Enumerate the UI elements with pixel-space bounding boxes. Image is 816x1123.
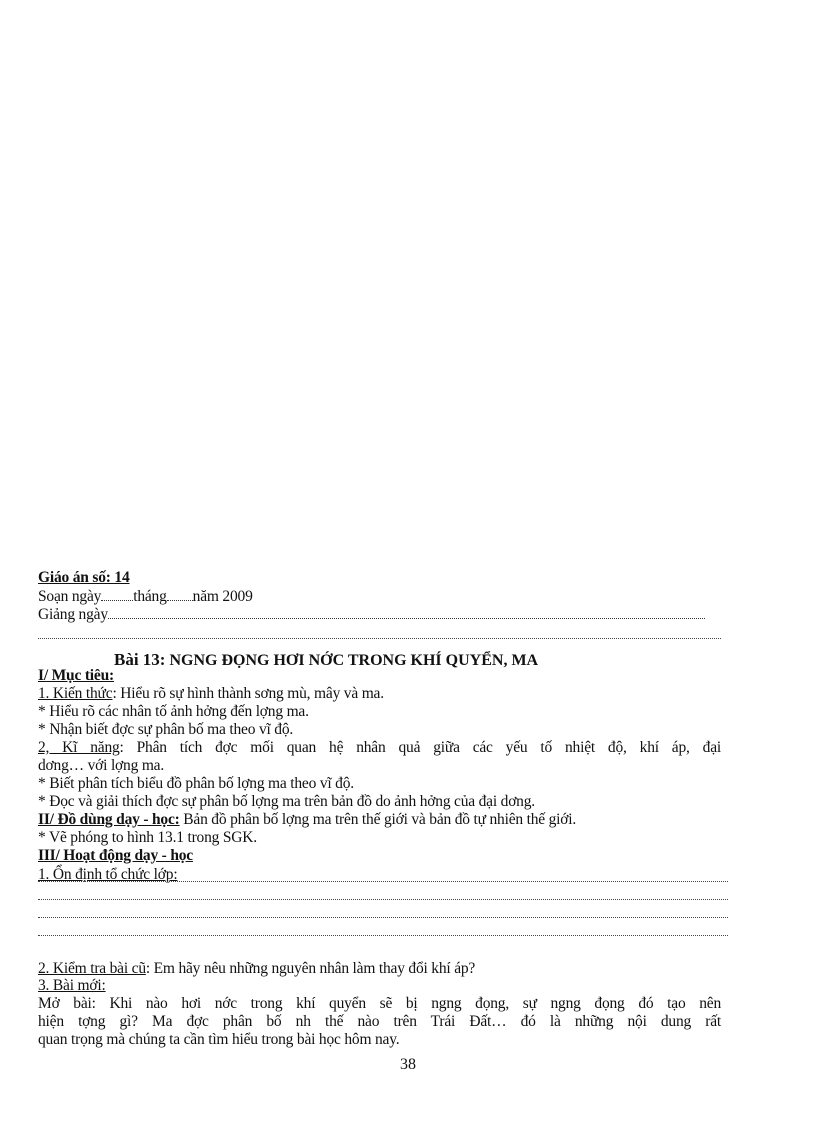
skill-label: 2, Kĩ năng <box>38 739 120 756</box>
taught-date-line <box>38 606 705 624</box>
lesson-plan-number: Giáo án số: 14 <box>38 569 130 586</box>
skill-item: * Biết phân tích biểu đồ phân bố lợng ma theo vĩ độ. <box>38 775 354 792</box>
materials-heading: II/ Đồ dùng dạy - học: <box>38 811 180 828</box>
intro-paragraph-line: quan trọng mà chúng ta cần tìm hiểu trong bài học hôm nay. <box>38 1031 400 1048</box>
prepared-date-line <box>38 588 253 606</box>
lesson-title-text: NGNG ĐỌNG HƠI NỚC TRONG KHÍ QUYỂN, MA <box>169 652 539 669</box>
page-number: 38 <box>400 1056 416 1073</box>
dotted-rule <box>38 899 728 900</box>
lesson-label: Bài 13: <box>114 650 166 669</box>
intro-paragraph-line: hiện tợng gì? Ma đợc phân bố nh thế nào trên Trái Đất… đó là những nội dung rất <box>38 1013 721 1030</box>
knowledge-text: : Hiểu rõ sự hình thành sơng mù, mây và ma. <box>112 685 384 702</box>
step-review-label: 2. Kiểm tra bài cũ <box>38 960 146 977</box>
dotted-rule <box>38 935 728 936</box>
skill-line <box>38 739 721 757</box>
knowledge-item: * Nhận biết đợc sự phân bố ma theo vĩ độ. <box>38 721 294 738</box>
intro-paragraph-line: Mở bài: Khi nào hơi nớc trong khí quyển sẽ bị ngng đọng, sự ngng đọng đó tạo nên <box>38 995 721 1012</box>
materials-text: Bản đồ phân bố lợng ma trên thế giới và bản đồ tự nhiên thế giới. <box>179 811 577 828</box>
dotted-rule <box>38 638 721 639</box>
prepared-prefix: Soạn ngày <box>38 588 102 605</box>
skill-line-continued: dơng… với lợng ma. <box>38 757 165 774</box>
prepared-year: năm 2009 <box>192 588 253 605</box>
step-organize-class: 1. Ổn định tổ chức lớp: <box>38 866 178 883</box>
month-blank <box>167 588 193 601</box>
activities-heading: III/ Hoạt động dạy - học <box>38 847 193 864</box>
step-review-line <box>38 960 475 978</box>
prepared-month: tháng <box>133 588 167 605</box>
knowledge-label: 1. Kiến thức <box>38 685 113 702</box>
lesson-title <box>114 650 538 670</box>
day-blank <box>101 588 133 601</box>
taught-label: Giảng ngày <box>38 606 108 623</box>
objectives-heading: I/ Mục tiêu: <box>38 667 114 684</box>
skill-item: * Đọc và giải thích đợc sự phân bố lợng ma trên bản đồ do ảnh hởng của đại dơng. <box>38 793 535 810</box>
dotted-rule <box>38 881 728 882</box>
materials-line <box>38 811 576 829</box>
taught-blank <box>108 606 705 619</box>
materials-item: * Vẽ phóng to hình 13.1 trong SGK. <box>38 829 257 846</box>
knowledge-item: * Hiểu rõ các nhân tố ảnh hởng đến lợng ma. <box>38 703 309 720</box>
knowledge-line <box>38 685 384 703</box>
step-new-lesson: 3. Bài mới: <box>38 977 106 994</box>
dotted-rule <box>38 917 728 918</box>
skill-text: : Phân tích đợc mối quan hệ nhân quả giữa các yếu tố nhiệt độ, khí áp, đại <box>119 739 721 756</box>
step-review-question: : Em hãy nêu những nguyên nhân làm thay đổi khí áp? <box>145 960 476 977</box>
